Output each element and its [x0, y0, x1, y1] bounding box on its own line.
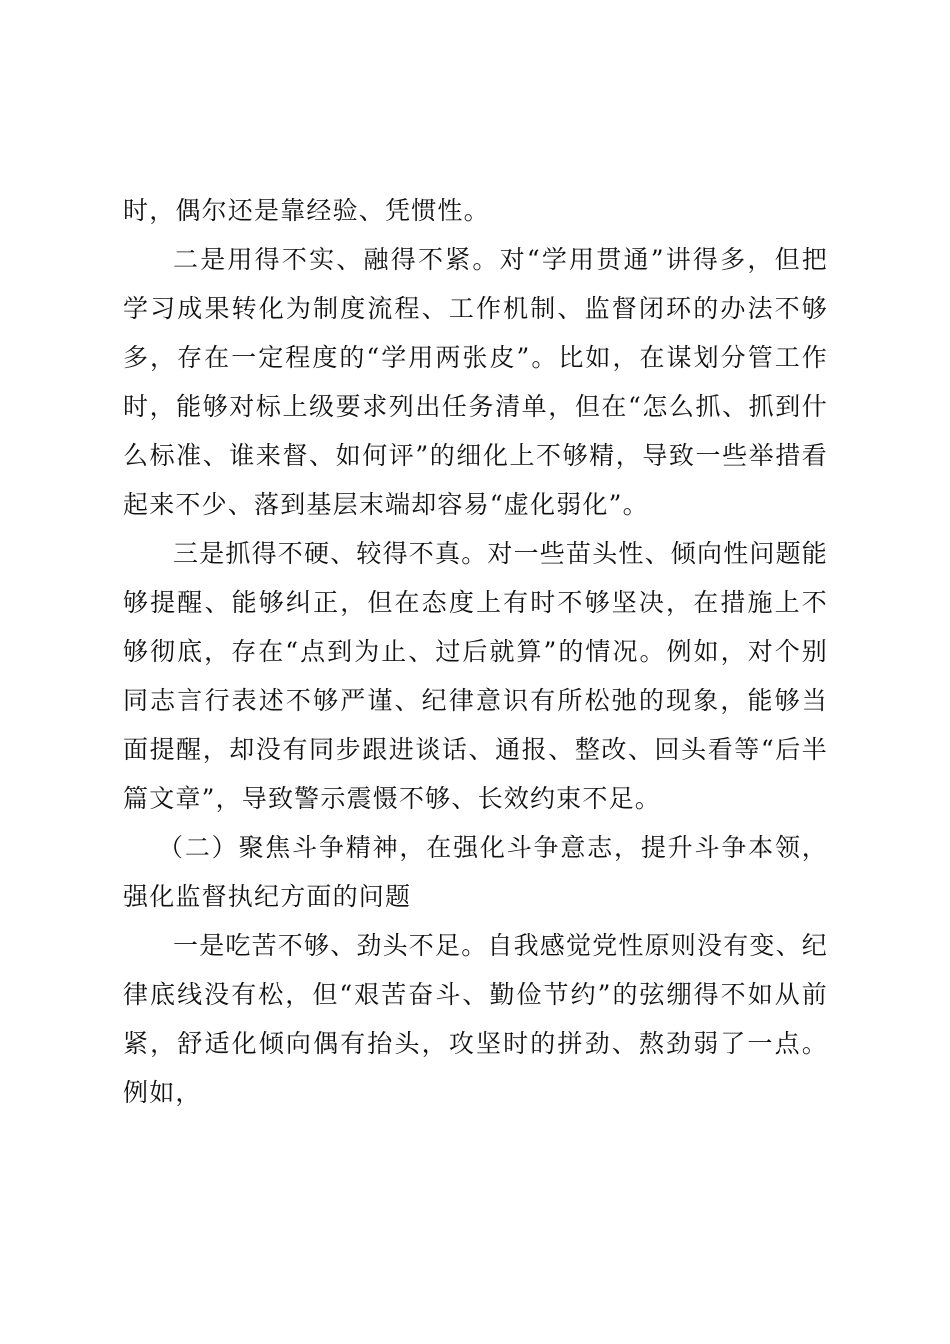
paragraph-point-one: 一是吃苦不够、劲头不足。自我感觉党性原则没有变、纪律底线没有松，但“艰苦奋斗、勤俭节约”的弦绷得不如从前紧，舒适化倾向偶有抬头，攻坚时的拼劲、熬劲弱了一点。例如， [123, 931, 829, 1107]
paragraph-point-three: 三是抓得不硬、较得不真。对一些苗头性、倾向性问题能够提醒、能够纠正，但在态度上有时不够坚决，在措施上不够彻底，存在“点到为止、过后就算”的情况。例如，对个别同志言行表述不够严谨、纪律意识有所松弛的现象，能够当面提醒，却没有同步跟进谈话、通报、整改、回头看等“后半篇文章”，导致警示震慑不够、长效约束不足。 [123, 539, 829, 813]
paragraph-continuation: 时，偶尔还是靠经验、凭惯性。 [123, 196, 490, 225]
document-body [123, 186, 828, 1117]
section-heading-two: （二）聚焦斗争精神，在强化斗争意志，提升斗争本领，强化监督执纪方面的问题 [123, 833, 828, 911]
paragraph-point-two: 二是用得不实、融得不紧。对“学用贯通”讲得多，但把学习成果转化为制度流程、工作机制、监督闭环的办法不够多，存在一定程度的“学用两张皮”。比如，在谋划分管工作时，能够对标上级要求列出任务清单，但在“怎么抓、抓到什么标准、谁来督、如何评”的细化上不够精，导致一些举措看起来不少、落到基层末端却容易“虚化弱化”。 [123, 245, 828, 519]
